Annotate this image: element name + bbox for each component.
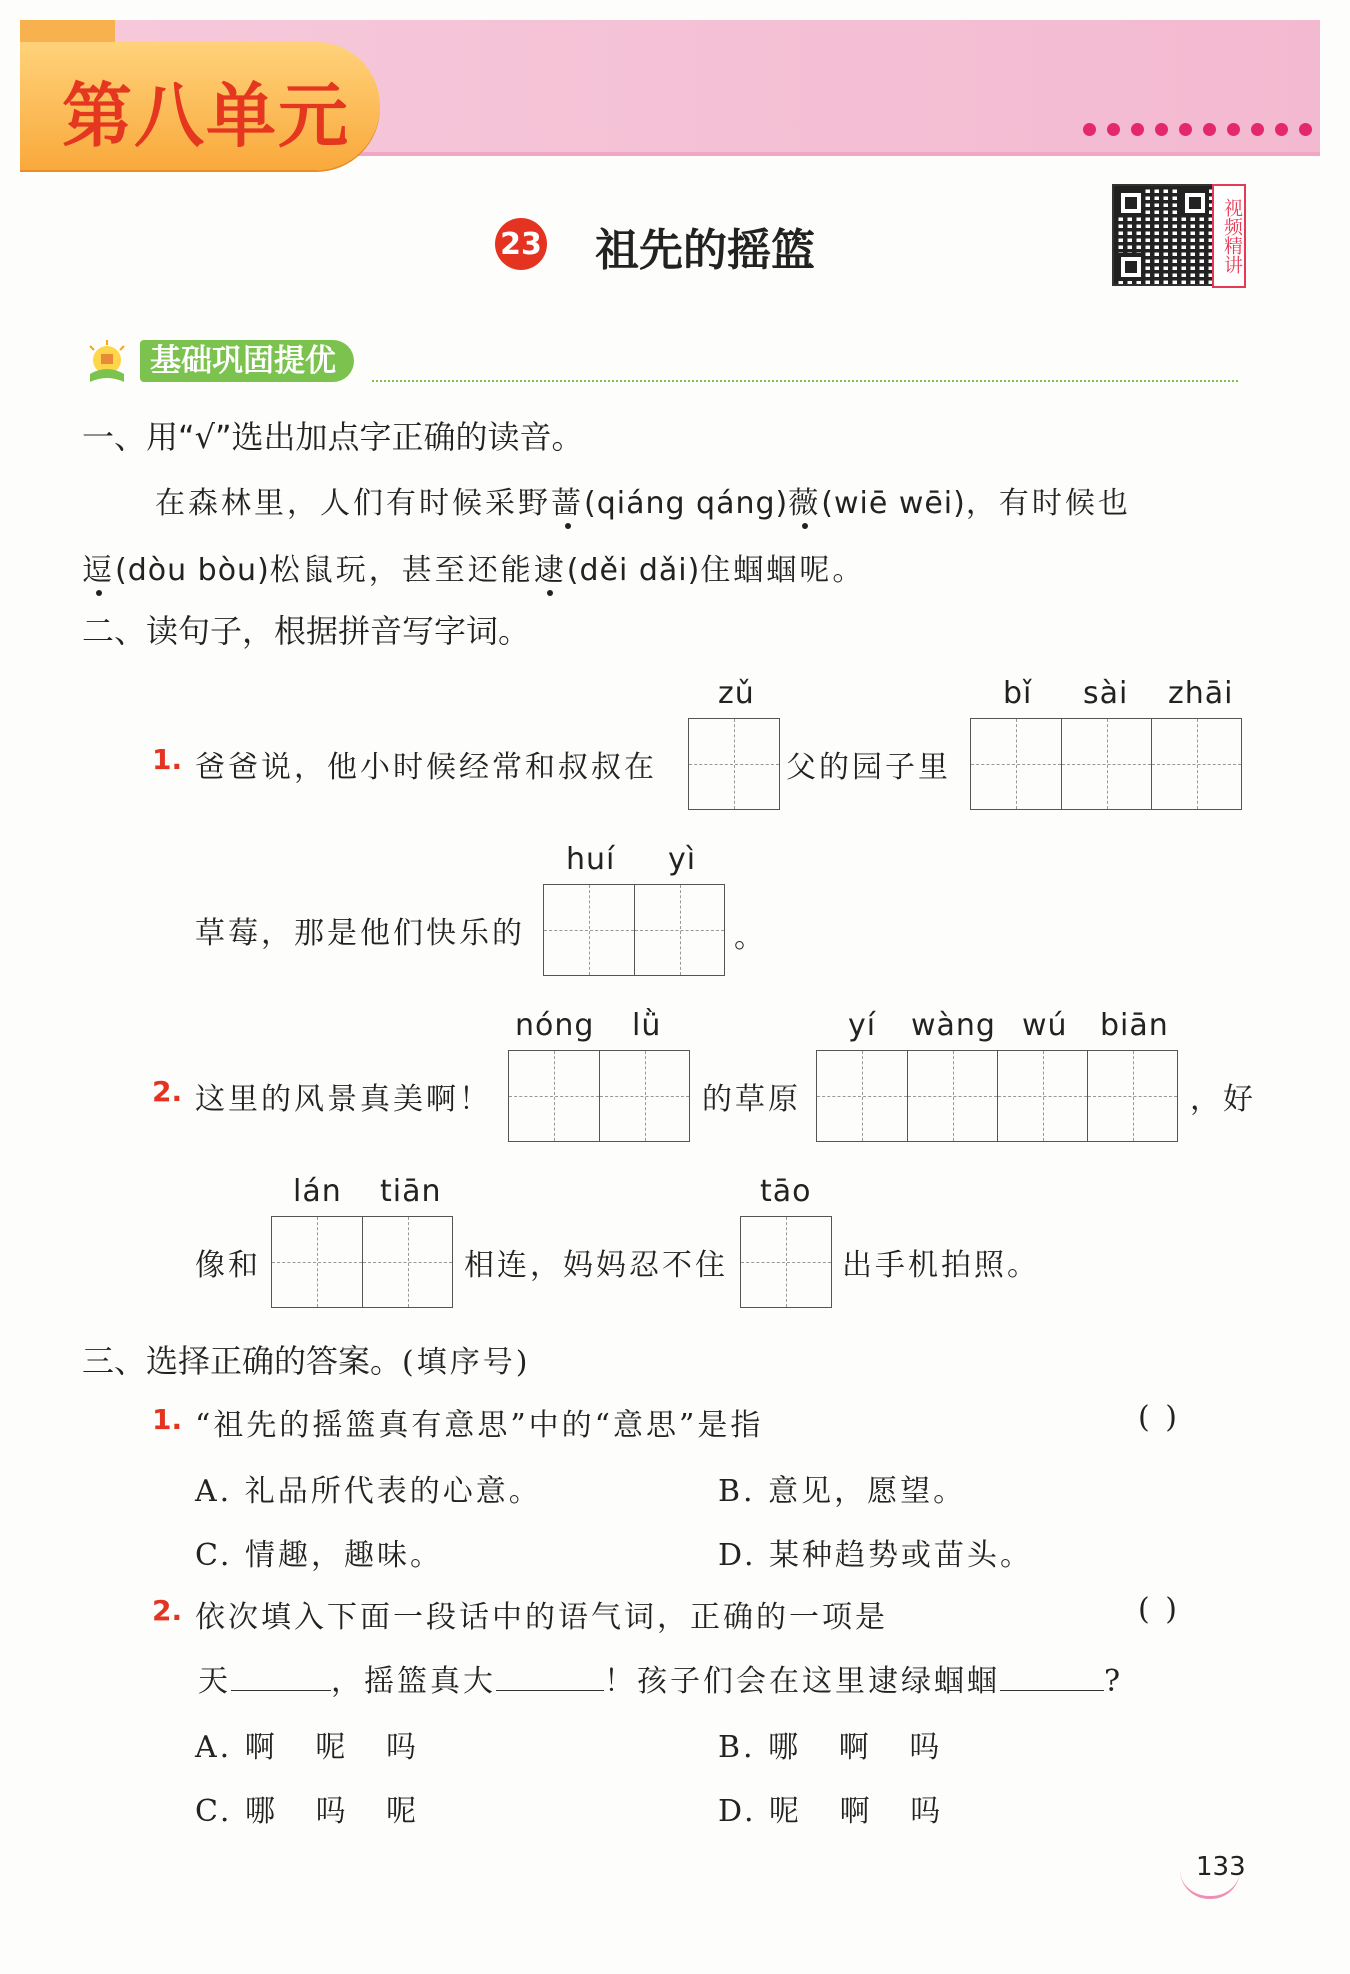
option-d: D. 某种趋势或苗头。 [718, 1538, 1034, 1573]
dotted-char: 逮 [533, 553, 567, 588]
item1-text-c: 草莓，那是他们快乐的 [195, 916, 525, 951]
item2-text-b: 的草原 [702, 1082, 801, 1117]
item-number: 1. [152, 1403, 183, 1436]
item1-text-b: 父的园子里 [786, 750, 951, 785]
blank-line[interactable] [1000, 1689, 1104, 1691]
q1-line1: 在森林里，人们有时候采野蔷(qiáng qáng)薇(wiē wēi)，有时候也 [155, 486, 1131, 521]
blank-line[interactable] [231, 1689, 331, 1691]
option-b: B. 意见，愿望。 [718, 1474, 967, 1509]
item-number: 2. [152, 1594, 183, 1627]
answer-paren[interactable]: ( ) [1138, 1592, 1180, 1627]
qr-code-icon[interactable] [1112, 184, 1214, 286]
writing-grid[interactable] [271, 1216, 453, 1308]
qr-label: 视频精讲 [1212, 184, 1246, 288]
pinyin-choice[interactable]: (wiē wēi) [821, 486, 966, 521]
option-a: A. 啊 呢 吗 [195, 1730, 419, 1765]
section-title: 基础巩固提优 [140, 340, 354, 382]
option-a: A. 礼品所代表的心意。 [195, 1474, 542, 1509]
pinyin: tiān [380, 1174, 442, 1209]
q3-item1-text: “祖先的摇篮真有意思”中的“意思”是指 [195, 1408, 764, 1443]
writing-grid[interactable] [740, 1216, 832, 1308]
pinyin: wú [1022, 1008, 1068, 1043]
pinyin: sài [1083, 676, 1129, 711]
pinyin: yí [848, 1008, 877, 1043]
dotted-char: 薇 [788, 486, 822, 521]
pinyin: wàng [911, 1008, 996, 1043]
page-number: 133 [1196, 1852, 1246, 1882]
pinyin: biān [1100, 1008, 1169, 1043]
section-dotted-line [372, 380, 1238, 382]
item1-text-d: 。 [734, 920, 767, 955]
item-number: 2. [152, 1075, 183, 1108]
blank-line[interactable] [496, 1689, 604, 1691]
pinyin: zǔ [718, 676, 755, 711]
q2-title: 二、读句子，根据拼音写字词。 [82, 612, 531, 650]
unit-title: 第八单元 [62, 75, 350, 157]
pinyin-choice[interactable]: (qiáng qáng) [584, 486, 789, 521]
pinyin: nóng [515, 1008, 595, 1043]
unit-tab-top [20, 20, 115, 42]
item2-text-a: 这里的风景真美啊！ [195, 1082, 492, 1117]
pinyin: bǐ [1003, 676, 1033, 711]
option-c: C. 哪 吗 呢 [195, 1794, 420, 1829]
writing-grid[interactable] [970, 718, 1242, 810]
writing-grid[interactable] [688, 718, 780, 810]
pinyin: yì [668, 842, 697, 877]
writing-grid[interactable] [543, 884, 725, 976]
q3-title: 三、选择正确的答案。(填序号) [82, 1342, 531, 1380]
item2-text-e: 相连，妈妈忍不住 [464, 1248, 728, 1283]
pinyin-choice[interactable]: (děi dǎi) [566, 553, 701, 588]
dotted-char: 逗 [82, 553, 115, 588]
pinyin: tāo [760, 1174, 812, 1209]
q1-line2: 逗(dòu bòu)松鼠玩，甚至还能逮(děi dǎi)住蝈蝈呢。 [82, 553, 866, 588]
decorative-dots [1083, 123, 1312, 136]
dotted-char: 蔷 [551, 486, 584, 521]
lesson-number-badge: 23 [495, 218, 547, 270]
item-number: 1. [152, 743, 183, 776]
sun-book-icon [82, 338, 132, 388]
option-d: D. 呢 啊 吗 [718, 1794, 944, 1829]
pinyin: huí [566, 842, 616, 877]
pinyin: lǜ [632, 1008, 662, 1043]
q1-title: 一、用“√”选出加点字正确的读音。 [82, 418, 584, 456]
pinyin: lán [293, 1174, 342, 1209]
option-b: B. 哪 啊 吗 [718, 1730, 943, 1765]
item1-text-a: 爸爸说，他小时候经常和叔叔在 [195, 750, 657, 785]
pinyin: zhāi [1168, 676, 1234, 711]
pinyin-choice[interactable]: (dòu bòu) [115, 553, 270, 588]
writing-grid[interactable] [816, 1050, 1178, 1142]
q3-item2-text: 依次填入下面一段话中的语气词，正确的一项是 [195, 1600, 888, 1635]
item2-text-f: 出手机拍照。 [842, 1248, 1040, 1283]
item2-text-c: ，好 [1190, 1082, 1256, 1117]
item2-text-d: 像和 [195, 1248, 261, 1283]
answer-paren[interactable]: ( ) [1138, 1400, 1180, 1435]
option-c: C. 情趣，趣味。 [195, 1538, 443, 1573]
q3-item2-sentence: 天 ，摇篮真大 ！孩子们会在这里逮绿蝈蝈 ? [198, 1664, 1124, 1699]
lesson-title: 祖先的摇篮 [595, 225, 815, 276]
writing-grid[interactable] [508, 1050, 690, 1142]
